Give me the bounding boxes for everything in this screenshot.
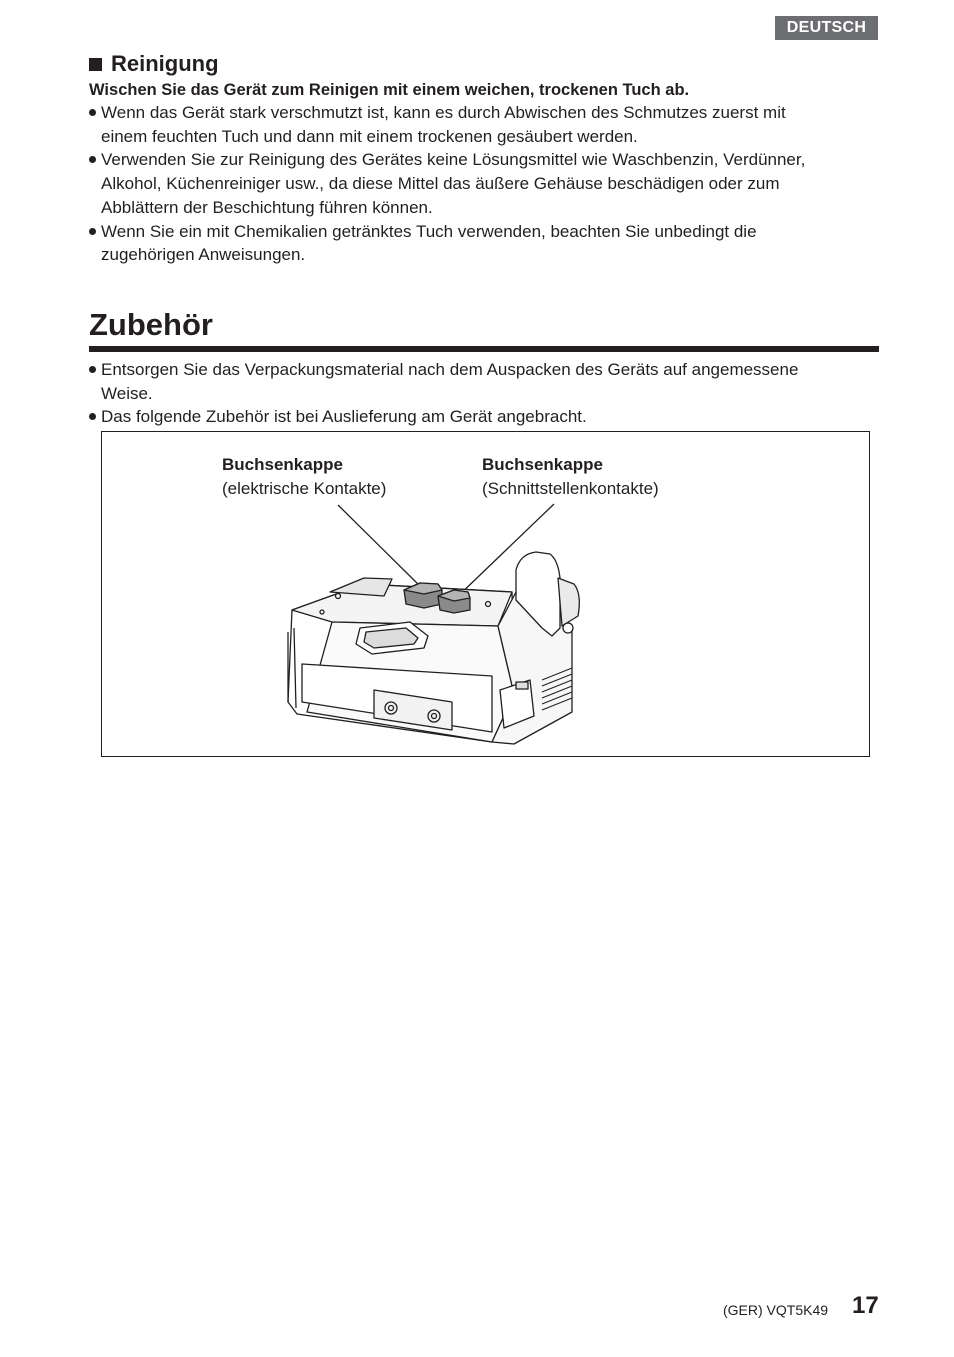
section-heading-cleaning: [89, 50, 219, 78]
page-number: 17: [852, 1292, 879, 1319]
battery-grip-illustration: [102, 432, 869, 756]
list-item: Wenn das Gerät stark verschmutzt ist, kann es durch Abwischen des Schmutzes zuerst mit einem feuchten Tuch und dann mit einem trockenen gesäubert werden.: [89, 101, 879, 148]
bullet-icon: [89, 413, 96, 420]
leader-line-left: [338, 505, 424, 590]
list-item: Verwenden Sie zur Reinigung des Gerätes keine Lösungsmittel wie Waschbenzin, Verdünner, Alkohol, Küchenreiniger usw., da diese Mittel das äußere Gehäuse beschädigen oder zum Abblättern der Beschichtung führen können.: [89, 148, 879, 219]
callout-subtitle: (elektrische Kontakte): [222, 479, 387, 498]
accessory-figure: [101, 431, 870, 757]
callout-title: Buchsenkappe: [482, 455, 603, 474]
list-item: Das folgende Zubehör ist bei Auslieferung am Gerät angebracht.: [89, 405, 879, 429]
language-badge: DEUTSCH: [775, 16, 878, 40]
bullet-icon: [89, 366, 96, 373]
callout-title: Buchsenkappe: [222, 455, 343, 474]
cleaning-lead: Wischen Sie das Gerät zum Reinigen mit einem weichen, trockenen Tuch ab.: [89, 81, 690, 99]
title-rule: [89, 346, 879, 352]
list-item: Wenn Sie ein mit Chemikalien getränktes Tuch verwenden, beachten Sie unbedingt die zugehörigen Anweisungen.: [89, 220, 879, 267]
bullet-icon: [89, 228, 96, 235]
callout-subtitle: (Schnittstellenkontakte): [482, 479, 659, 498]
bullet-icon: [89, 156, 96, 163]
bullet-icon: [89, 109, 96, 116]
cleaning-heading-text: Reinigung: [111, 51, 219, 76]
accessories-bullet-list: [89, 358, 879, 429]
accessories-title: Zubehör: [89, 307, 213, 342]
square-bullet-icon: [89, 58, 102, 71]
list-item: Entsorgen Sie das Verpackungsmaterial nach dem Auspacken des Geräts auf angemessene Weise.: [89, 358, 879, 405]
cleaning-bullet-list: [89, 101, 879, 267]
document-code: (GER) VQT5K49: [723, 1302, 829, 1318]
